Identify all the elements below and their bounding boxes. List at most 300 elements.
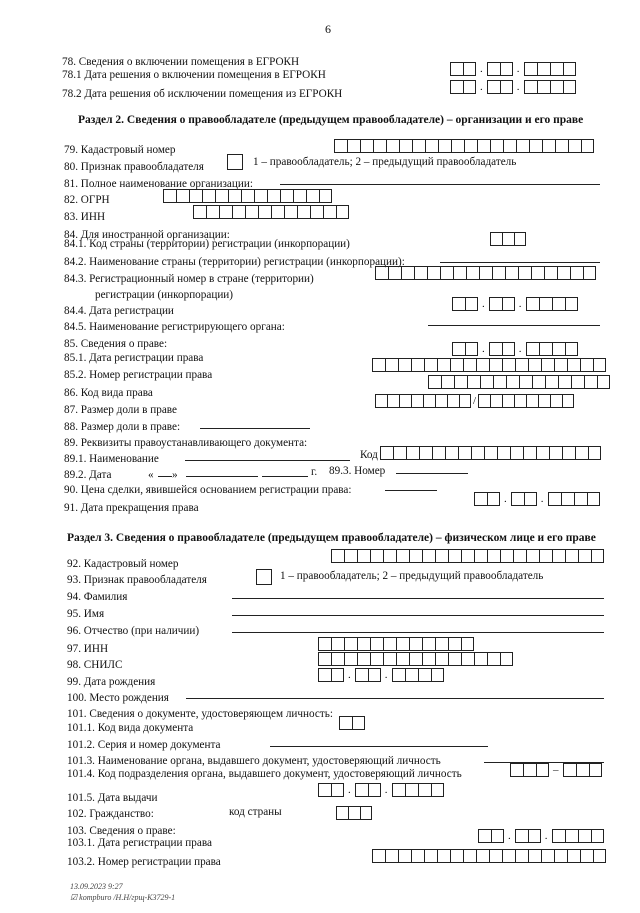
right-code-86-cell[interactable]	[454, 375, 467, 389]
doc-code-89-cell[interactable]	[588, 446, 601, 460]
division-code-101-4-cells[interactable]	[510, 763, 602, 777]
reg-number-85-2-cell[interactable]	[528, 358, 541, 372]
right-code-86-cell[interactable]	[558, 375, 571, 389]
cadastral-79-cell[interactable]	[373, 139, 386, 153]
share-87-cell[interactable]	[435, 394, 447, 408]
share-87-cell[interactable]	[538, 394, 550, 408]
reg-number-84-3-cell[interactable]	[453, 266, 466, 280]
share-87-cell[interactable]	[478, 394, 490, 408]
snils-98-cell[interactable]	[357, 652, 370, 666]
doc-type-101-1-cells[interactable]	[339, 716, 365, 730]
reg-number-84-3-cells[interactable]	[375, 266, 596, 280]
reg-number-103-2-cell[interactable]	[489, 849, 502, 863]
share-87-cell[interactable]	[447, 394, 459, 408]
division-code-101-4-cell[interactable]	[563, 763, 576, 777]
inn-97-cell[interactable]	[461, 637, 474, 651]
date-84-4-cell[interactable]	[452, 297, 465, 311]
share-87-cell[interactable]	[502, 394, 514, 408]
cadastral-79-cell[interactable]	[529, 139, 542, 153]
ogrn-82-cell[interactable]	[189, 189, 202, 203]
sign-80-cells[interactable]	[227, 154, 243, 170]
doc-code-89-cell[interactable]	[549, 446, 562, 460]
snils-98-cell[interactable]	[344, 652, 357, 666]
doc-type-101-1-cell[interactable]	[339, 716, 352, 730]
ogrn-82-cell[interactable]	[319, 189, 332, 203]
reg-number-84-3-cell[interactable]	[531, 266, 544, 280]
division-code-101-4-cell[interactable]	[523, 763, 536, 777]
ogrn-82-cell[interactable]	[241, 189, 254, 203]
right-code-86-cell[interactable]	[428, 375, 441, 389]
line-89-3-number[interactable]	[396, 473, 468, 474]
date-103-1-cell[interactable]	[515, 829, 528, 843]
cadastral-79-cell[interactable]	[477, 139, 490, 153]
date-91-cell[interactable]	[587, 492, 600, 506]
reg-number-103-2-cell[interactable]	[476, 849, 489, 863]
line-100-birthplace[interactable]	[186, 698, 604, 699]
reg-number-103-2-cells[interactable]	[372, 849, 606, 863]
reg-number-84-3-cell[interactable]	[544, 266, 557, 280]
date-85-1-cell[interactable]	[552, 342, 565, 356]
snils-98-cell[interactable]	[396, 652, 409, 666]
reg-number-84-3-cell[interactable]	[414, 266, 427, 280]
right-code-86-cell[interactable]	[571, 375, 584, 389]
cadastral-79-cell[interactable]	[386, 139, 399, 153]
country-code-102-cells[interactable]	[336, 806, 372, 820]
doc-code-89-cell[interactable]	[458, 446, 471, 460]
line-94-surname[interactable]	[232, 598, 604, 599]
date-78-2-cell[interactable]	[500, 80, 513, 94]
sign-93-cells[interactable]	[256, 569, 272, 585]
right-code-86-cell[interactable]	[467, 375, 480, 389]
date-85-1-cell[interactable]	[502, 342, 515, 356]
inn-97-cell[interactable]	[435, 637, 448, 651]
reg-number-85-2-cell[interactable]	[580, 358, 593, 372]
inn-97-cells[interactable]	[318, 637, 474, 651]
reg-number-84-3-cell[interactable]	[401, 266, 414, 280]
cadastral-79-cell[interactable]	[425, 139, 438, 153]
reg-number-84-3-cell[interactable]	[388, 266, 401, 280]
cadastral-79-cell[interactable]	[490, 139, 503, 153]
doc-code-89-cell[interactable]	[445, 446, 458, 460]
inn-97-cell[interactable]	[370, 637, 383, 651]
line-89-2-month[interactable]	[186, 476, 258, 477]
share-87-cell[interactable]	[423, 394, 435, 408]
cadastral-92-cell[interactable]	[383, 549, 396, 563]
share-87-cell[interactable]	[562, 394, 574, 408]
snils-98-cell[interactable]	[318, 652, 331, 666]
line-88-share[interactable]	[200, 428, 310, 429]
inn-97-cell[interactable]	[331, 637, 344, 651]
reg-number-85-2-cell[interactable]	[593, 358, 606, 372]
sign-80-cell[interactable]	[227, 154, 243, 170]
cadastral-92-cell[interactable]	[357, 549, 370, 563]
cadastral-92-cell[interactable]	[565, 549, 578, 563]
share-87-cells[interactable]	[375, 394, 574, 408]
reg-number-103-2-cell[interactable]	[385, 849, 398, 863]
date-99-cell[interactable]	[431, 668, 444, 682]
date-101-5-cell[interactable]	[431, 783, 444, 797]
reg-number-103-2-cell[interactable]	[450, 849, 463, 863]
ogrn-82-cell[interactable]	[163, 189, 176, 203]
date-78-2-cell[interactable]	[524, 80, 537, 94]
inn-97-cell[interactable]	[448, 637, 461, 651]
cadastral-79-cell[interactable]	[503, 139, 516, 153]
inn-97-cell[interactable]	[409, 637, 422, 651]
date-78-1-cells[interactable]	[450, 62, 576, 76]
share-87-cell[interactable]	[514, 394, 526, 408]
doc-code-89-cell[interactable]	[393, 446, 406, 460]
reg-number-84-3-cell[interactable]	[557, 266, 570, 280]
date-99-cell[interactable]	[331, 668, 344, 682]
date-101-5-cell[interactable]	[355, 783, 368, 797]
date-78-1-cell[interactable]	[524, 62, 537, 76]
date-78-2-cells[interactable]	[450, 80, 576, 94]
cadastral-92-cell[interactable]	[422, 549, 435, 563]
cadastral-92-cell[interactable]	[487, 549, 500, 563]
doc-code-89-cell[interactable]	[536, 446, 549, 460]
date-78-2-cell[interactable]	[463, 80, 476, 94]
inn-97-cell[interactable]	[344, 637, 357, 651]
ogrn-82-cell[interactable]	[215, 189, 228, 203]
doc-code-89-cell[interactable]	[432, 446, 445, 460]
ogrn-82-cell[interactable]	[306, 189, 319, 203]
snils-98-cell[interactable]	[448, 652, 461, 666]
reg-number-85-2-cell[interactable]	[554, 358, 567, 372]
reg-number-103-2-cell[interactable]	[463, 849, 476, 863]
cadastral-92-cell[interactable]	[552, 549, 565, 563]
reg-number-84-3-cell[interactable]	[440, 266, 453, 280]
date-99-cell[interactable]	[418, 668, 431, 682]
reg-number-85-2-cell[interactable]	[502, 358, 515, 372]
date-103-1-cell[interactable]	[491, 829, 504, 843]
date-101-5-cells[interactable]	[318, 783, 444, 797]
cadastral-92-cell[interactable]	[344, 549, 357, 563]
ogrn-82-cell[interactable]	[280, 189, 293, 203]
inn-83-cell[interactable]	[232, 205, 245, 219]
line-84-5-authority[interactable]	[428, 325, 600, 326]
inn-97-cell[interactable]	[422, 637, 435, 651]
right-code-86-cell[interactable]	[597, 375, 610, 389]
reg-number-103-2-cell[interactable]	[372, 849, 385, 863]
date-85-1-cell[interactable]	[465, 342, 478, 356]
date-84-4-cell[interactable]	[465, 297, 478, 311]
ogrn-82-cell[interactable]	[293, 189, 306, 203]
date-78-1-cell[interactable]	[463, 62, 476, 76]
line-89-2-year[interactable]	[262, 476, 308, 477]
reg-number-103-2-cell[interactable]	[515, 849, 528, 863]
date-91-cell[interactable]	[474, 492, 487, 506]
inn-83-cell[interactable]	[258, 205, 271, 219]
doc-code-89-cell[interactable]	[419, 446, 432, 460]
date-78-2-cell[interactable]	[450, 80, 463, 94]
reg-number-85-2-cell[interactable]	[515, 358, 528, 372]
cadastral-79-cell[interactable]	[412, 139, 425, 153]
cadastral-79-cell[interactable]	[555, 139, 568, 153]
date-101-5-cell[interactable]	[405, 783, 418, 797]
date-91-cell[interactable]	[524, 492, 537, 506]
inn-83-cells[interactable]	[193, 205, 349, 219]
country-code-102-cell[interactable]	[336, 806, 348, 820]
reg-number-103-2-cell[interactable]	[411, 849, 424, 863]
date-78-1-cell[interactable]	[563, 62, 576, 76]
snils-98-cells[interactable]	[318, 652, 513, 666]
reg-number-103-2-cell[interactable]	[398, 849, 411, 863]
date-103-1-cell[interactable]	[578, 829, 591, 843]
date-101-5-cell[interactable]	[331, 783, 344, 797]
date-99-cells[interactable]	[318, 668, 444, 682]
inn-97-cell[interactable]	[318, 637, 331, 651]
sign-93-cell[interactable]	[256, 569, 272, 585]
date-91-cell[interactable]	[487, 492, 500, 506]
inn-83-cell[interactable]	[193, 205, 206, 219]
share-87-cell[interactable]	[550, 394, 562, 408]
cadastral-79-cells[interactable]	[334, 139, 594, 153]
doc-code-89-cell[interactable]	[406, 446, 419, 460]
inn-83-cell[interactable]	[219, 205, 232, 219]
date-103-1-cells[interactable]	[478, 829, 604, 843]
cadastral-79-cell[interactable]	[438, 139, 451, 153]
reg-number-85-2-cell[interactable]	[411, 358, 424, 372]
doc-code-89-cell[interactable]	[510, 446, 523, 460]
date-84-4-cell[interactable]	[489, 297, 502, 311]
date-103-1-cell[interactable]	[565, 829, 578, 843]
date-91-cell[interactable]	[548, 492, 561, 506]
division-code-101-4-cell[interactable]	[510, 763, 523, 777]
doc-code-89-cells[interactable]	[380, 446, 601, 460]
date-78-2-cell[interactable]	[487, 80, 500, 94]
date-84-4-cell[interactable]	[526, 297, 539, 311]
reg-number-85-2-cell[interactable]	[437, 358, 450, 372]
cadastral-79-cell[interactable]	[516, 139, 529, 153]
snils-98-cell[interactable]	[331, 652, 344, 666]
right-code-86-cells[interactable]	[428, 375, 610, 389]
date-84-4-cell[interactable]	[502, 297, 515, 311]
reg-number-85-2-cell[interactable]	[567, 358, 580, 372]
snils-98-cell[interactable]	[487, 652, 500, 666]
line-95-name[interactable]	[232, 615, 604, 616]
reg-number-85-2-cells[interactable]	[372, 358, 606, 372]
date-91-cell[interactable]	[511, 492, 524, 506]
doc-code-89-cell[interactable]	[380, 446, 393, 460]
cadastral-92-cell[interactable]	[331, 549, 344, 563]
snils-98-cell[interactable]	[500, 652, 513, 666]
date-78-2-cell[interactable]	[537, 80, 550, 94]
date-78-1-cell[interactable]	[487, 62, 500, 76]
reg-number-84-3-cell[interactable]	[518, 266, 531, 280]
date-91-cell[interactable]	[561, 492, 574, 506]
share-87-cell[interactable]	[526, 394, 538, 408]
reg-number-85-2-cell[interactable]	[372, 358, 385, 372]
reg-number-103-2-cell[interactable]	[567, 849, 580, 863]
reg-number-103-2-cell[interactable]	[528, 849, 541, 863]
date-84-4-cell[interactable]	[552, 297, 565, 311]
date-99-cell[interactable]	[318, 668, 331, 682]
cadastral-79-cell[interactable]	[360, 139, 373, 153]
date-101-5-cell[interactable]	[368, 783, 381, 797]
date-84-4-cells[interactable]	[452, 297, 578, 311]
date-101-5-cell[interactable]	[392, 783, 405, 797]
inn-83-cell[interactable]	[271, 205, 284, 219]
reg-number-103-2-cell[interactable]	[593, 849, 606, 863]
reg-number-84-3-cell[interactable]	[466, 266, 479, 280]
country-code-84-1-cell[interactable]	[514, 232, 526, 246]
date-85-1-cells[interactable]	[452, 342, 578, 356]
doc-code-89-cell[interactable]	[497, 446, 510, 460]
reg-number-84-3-cell[interactable]	[505, 266, 518, 280]
ogrn-82-cell[interactable]	[176, 189, 189, 203]
reg-number-103-2-cell[interactable]	[554, 849, 567, 863]
doc-code-89-cell[interactable]	[575, 446, 588, 460]
reg-number-84-3-cell[interactable]	[427, 266, 440, 280]
division-code-101-4-cell[interactable]	[576, 763, 589, 777]
country-code-102-cell[interactable]	[360, 806, 372, 820]
country-code-84-1-cells[interactable]	[490, 232, 526, 246]
cadastral-92-cell[interactable]	[526, 549, 539, 563]
line-96-patronymic[interactable]	[232, 632, 604, 633]
snils-98-cell[interactable]	[422, 652, 435, 666]
snils-98-cell[interactable]	[435, 652, 448, 666]
cadastral-92-cell[interactable]	[461, 549, 474, 563]
cadastral-79-cell[interactable]	[334, 139, 347, 153]
inn-83-cell[interactable]	[323, 205, 336, 219]
inn-97-cell[interactable]	[396, 637, 409, 651]
reg-number-85-2-cell[interactable]	[463, 358, 476, 372]
cadastral-92-cell[interactable]	[448, 549, 461, 563]
cadastral-92-cell[interactable]	[578, 549, 591, 563]
cadastral-92-cell[interactable]	[435, 549, 448, 563]
line-81-name[interactable]	[280, 184, 600, 185]
inn-83-cell[interactable]	[206, 205, 219, 219]
date-78-1-cell[interactable]	[537, 62, 550, 76]
date-78-2-cell[interactable]	[550, 80, 563, 94]
reg-number-85-2-cell[interactable]	[476, 358, 489, 372]
share-87-cell[interactable]	[387, 394, 399, 408]
date-103-1-cell[interactable]	[528, 829, 541, 843]
inn-83-cell[interactable]	[297, 205, 310, 219]
cadastral-79-cell[interactable]	[581, 139, 594, 153]
cadastral-92-cell[interactable]	[539, 549, 552, 563]
share-87-cell[interactable]	[411, 394, 423, 408]
right-code-86-cell[interactable]	[519, 375, 532, 389]
date-99-cell[interactable]	[355, 668, 368, 682]
inn-83-cell[interactable]	[284, 205, 297, 219]
cadastral-92-cell[interactable]	[513, 549, 526, 563]
ogrn-82-cell[interactable]	[254, 189, 267, 203]
snils-98-cell[interactable]	[461, 652, 474, 666]
doc-type-101-1-cell[interactable]	[352, 716, 365, 730]
date-99-cell[interactable]	[405, 668, 418, 682]
cadastral-92-cell[interactable]	[591, 549, 604, 563]
date-103-1-cell[interactable]	[478, 829, 491, 843]
division-code-101-4-cell[interactable]	[589, 763, 602, 777]
cadastral-79-cell[interactable]	[568, 139, 581, 153]
inn-97-cell[interactable]	[383, 637, 396, 651]
reg-number-103-2-cell[interactable]	[424, 849, 437, 863]
reg-number-84-3-cell[interactable]	[492, 266, 505, 280]
reg-number-84-3-cell[interactable]	[570, 266, 583, 280]
date-78-1-cell[interactable]	[500, 62, 513, 76]
cadastral-79-cell[interactable]	[399, 139, 412, 153]
reg-number-103-2-cell[interactable]	[580, 849, 593, 863]
date-101-5-cell[interactable]	[418, 783, 431, 797]
share-87-cell[interactable]	[459, 394, 471, 408]
inn-83-cell[interactable]	[245, 205, 258, 219]
line-89-1-name[interactable]	[185, 460, 350, 461]
reg-number-85-2-cell[interactable]	[489, 358, 502, 372]
line-101-2-series[interactable]	[270, 746, 488, 747]
date-103-1-cell[interactable]	[591, 829, 604, 843]
date-101-5-cell[interactable]	[318, 783, 331, 797]
date-91-cells[interactable]	[474, 492, 600, 506]
inn-97-cell[interactable]	[357, 637, 370, 651]
doc-code-89-cell[interactable]	[471, 446, 484, 460]
country-code-84-1-cell[interactable]	[490, 232, 502, 246]
cadastral-92-cell[interactable]	[474, 549, 487, 563]
cadastral-79-cell[interactable]	[347, 139, 360, 153]
date-84-4-cell[interactable]	[539, 297, 552, 311]
cadastral-79-cell[interactable]	[451, 139, 464, 153]
reg-number-103-2-cell[interactable]	[437, 849, 450, 863]
date-78-1-cell[interactable]	[450, 62, 463, 76]
date-78-2-cell[interactable]	[563, 80, 576, 94]
right-code-86-cell[interactable]	[441, 375, 454, 389]
doc-code-89-cell[interactable]	[562, 446, 575, 460]
cadastral-92-cell[interactable]	[396, 549, 409, 563]
date-85-1-cell[interactable]	[452, 342, 465, 356]
right-code-86-cell[interactable]	[506, 375, 519, 389]
cadastral-92-cell[interactable]	[500, 549, 513, 563]
snils-98-cell[interactable]	[383, 652, 396, 666]
reg-number-85-2-cell[interactable]	[424, 358, 437, 372]
snils-98-cell[interactable]	[370, 652, 383, 666]
reg-number-84-3-cell[interactable]	[583, 266, 596, 280]
date-103-1-cell[interactable]	[552, 829, 565, 843]
date-84-4-cell[interactable]	[565, 297, 578, 311]
share-87-cell[interactable]	[490, 394, 502, 408]
inn-83-cell[interactable]	[310, 205, 323, 219]
reg-number-103-2-cell[interactable]	[541, 849, 554, 863]
line-90-price[interactable]	[385, 490, 437, 491]
reg-number-85-2-cell[interactable]	[398, 358, 411, 372]
reg-number-85-2-cell[interactable]	[385, 358, 398, 372]
date-85-1-cell[interactable]	[565, 342, 578, 356]
cadastral-79-cell[interactable]	[542, 139, 555, 153]
right-code-86-cell[interactable]	[532, 375, 545, 389]
ogrn-82-cell[interactable]	[267, 189, 280, 203]
line-89-2-day[interactable]	[158, 476, 172, 477]
snils-98-cell[interactable]	[474, 652, 487, 666]
date-99-cell[interactable]	[392, 668, 405, 682]
right-code-86-cell[interactable]	[493, 375, 506, 389]
country-code-102-cell[interactable]	[348, 806, 360, 820]
cadastral-92-cell[interactable]	[409, 549, 422, 563]
date-78-1-cell[interactable]	[550, 62, 563, 76]
reg-number-103-2-cell[interactable]	[502, 849, 515, 863]
share-87-cell[interactable]	[399, 394, 411, 408]
reg-number-84-3-cell[interactable]	[375, 266, 388, 280]
inn-83-cell[interactable]	[336, 205, 349, 219]
snils-98-cell[interactable]	[409, 652, 422, 666]
date-85-1-cell[interactable]	[539, 342, 552, 356]
share-87-cell[interactable]	[375, 394, 387, 408]
reg-number-85-2-cell[interactable]	[450, 358, 463, 372]
line-84-2-country[interactable]	[440, 262, 600, 263]
right-code-86-cell[interactable]	[480, 375, 493, 389]
right-code-86-cell[interactable]	[584, 375, 597, 389]
date-99-cell[interactable]	[368, 668, 381, 682]
ogrn-82-cells[interactable]	[163, 189, 332, 203]
country-code-84-1-cell[interactable]	[502, 232, 514, 246]
